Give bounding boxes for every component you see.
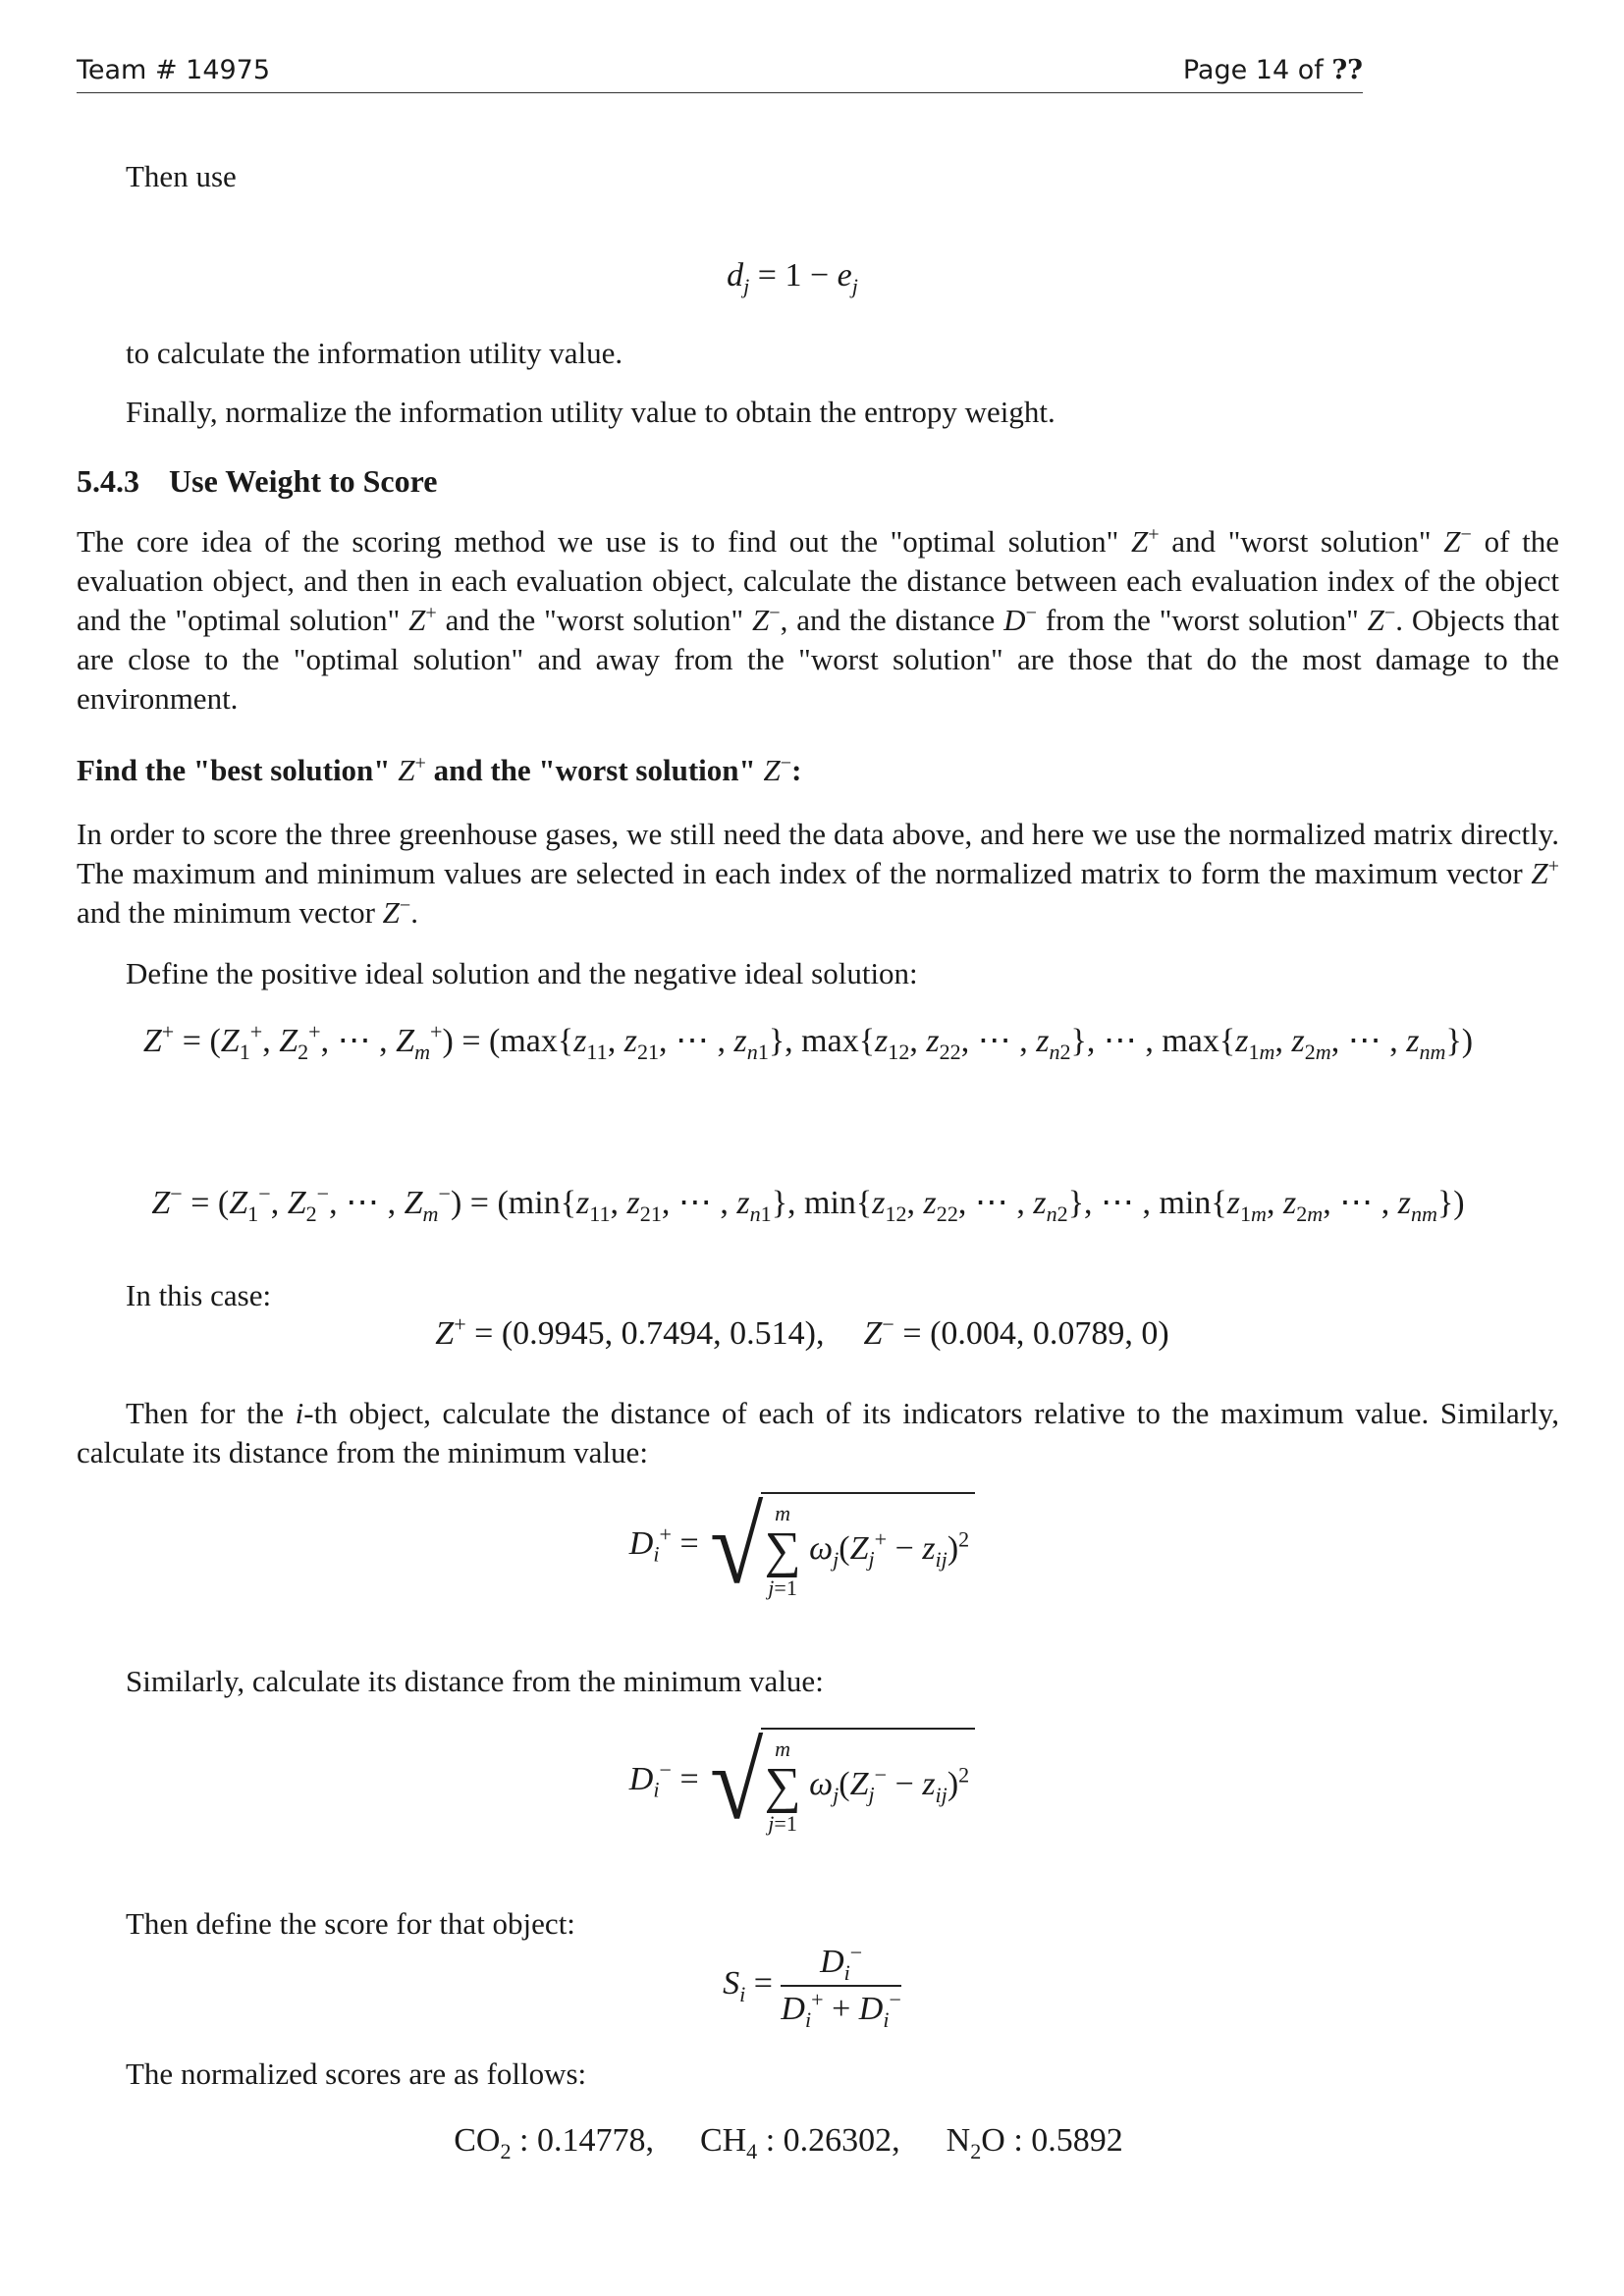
- paragraph-utility: to calculate the information utility value.: [126, 336, 623, 370]
- paragraph-finally: Finally, normalize the information utility value to obtain the entropy weight.: [126, 395, 1056, 429]
- equation-case-values: Z+ = (0.9945, 0.7494, 0.514), Z− = (0.004, 0.0789, 0): [435, 1311, 1169, 1352]
- equation-zplus: $Z^+ = (Z_1^+$, $Z_2^+$, ⋯ , $Z_m^+) = (\max\{z_{11}$, $z_{21}$, ⋯ , $z_{n1}$}, $\max\{z_{12}$, $z_{22}$, ⋯ , $z_{n2}$}, ⋯ , $\max\{z_{1m}$, $z_{2m}$, ⋯ , $z_{nm}$}): [142, 1019, 1474, 1064]
- score-n2o: $N_2O$ : 0.5892: [946, 2122, 1123, 2163]
- find-heading: Find the "best solution" Z+ and the "worst solution" Z−:: [77, 752, 802, 787]
- paragraph-define: Define the positive ideal solution and the negative ideal solution:: [126, 956, 918, 990]
- equation-dplus: $D_i^+$ = √ m ∑ j=1 $\omega_j(Z_j^+ - z_{ij})^2$: [0, 1492, 1614, 1600]
- section-heading: 5.4.3 Use Weight to Score: [77, 463, 438, 499]
- paragraph-score-define: Then define the score for that object:: [126, 1906, 575, 1941]
- paragraph-ith-object: Then for the i-th object, calculate the distance of each of its indicators relative to the maximum value. Similarly, calculate its distance from the minimum value:: [77, 1396, 1559, 1469]
- equation-score: $S_i$ = $\frac{D_i^-}{D_i^+ + D_i^-}$: [723, 1940, 901, 2032]
- team-number: Team # 14975: [77, 55, 271, 85]
- paragraph-normalized: The normalized scores are as follows:: [126, 2056, 587, 2091]
- page-number: Page 14 of ??: [1182, 55, 1363, 85]
- score-ch4: $CH_4$ : 0.26302,: [699, 2122, 900, 2163]
- equation-scores: [0, 2122, 1600, 2163]
- equation-d: $d_j = 1 - e_j$: [727, 257, 858, 298]
- paragraph-then-use: Then use: [126, 159, 237, 193]
- equation-zminus: $Z^- = (Z_1^-$, $Z_2^-$, ⋯ , $Z_m^-) = (\min\{z_{11}$, $z_{21}$, ⋯ , $z_{n1}$}, $\min\{z_{12}$, $z_{22}$, ⋯ , $z_{n2}$}, ⋯ , $\min\{z_{1m}$, $z_{2m}$, ⋯ , $z_{nm}$}): [151, 1181, 1465, 1226]
- paragraph-in-this-case: In this case:: [126, 1278, 272, 1312]
- paragraph-similarly: Similarly, calculate its distance from the minimum value:: [126, 1664, 824, 1698]
- equation-dminus: $D_i^-$ = √ m ∑ j=1 $\omega_j(Z_j^- - z_{ij})^2$: [0, 1728, 1614, 1836]
- score-co2: $CO_2$ : 0.14778,: [454, 2122, 654, 2163]
- paragraph-core-idea: The core idea of the scoring method we use is to find out the "optimal solution" Z+ and "worst solution" Z− of the evaluation object, and then in each evaluation object, calculate the distance between each evaluation index of the object and the "optimal solution" Z+ and the "worst solution" Z−, and the distance D− from the "worst solution" Z−. Objects that are close to the "optimal solution" and away from the "worst solution" are those that do the most damage to the environment.: [77, 523, 1559, 716]
- paragraph-in-order: In order to score the three greenhouse gases, we still need the data above, and here we use the normalized matrix directly. The maximum and minimum values are selected in each index of the normalized matrix to form the maximum vector Z+ and the minimum vector Z−.: [77, 817, 1559, 930]
- page-header: [77, 49, 1363, 93]
